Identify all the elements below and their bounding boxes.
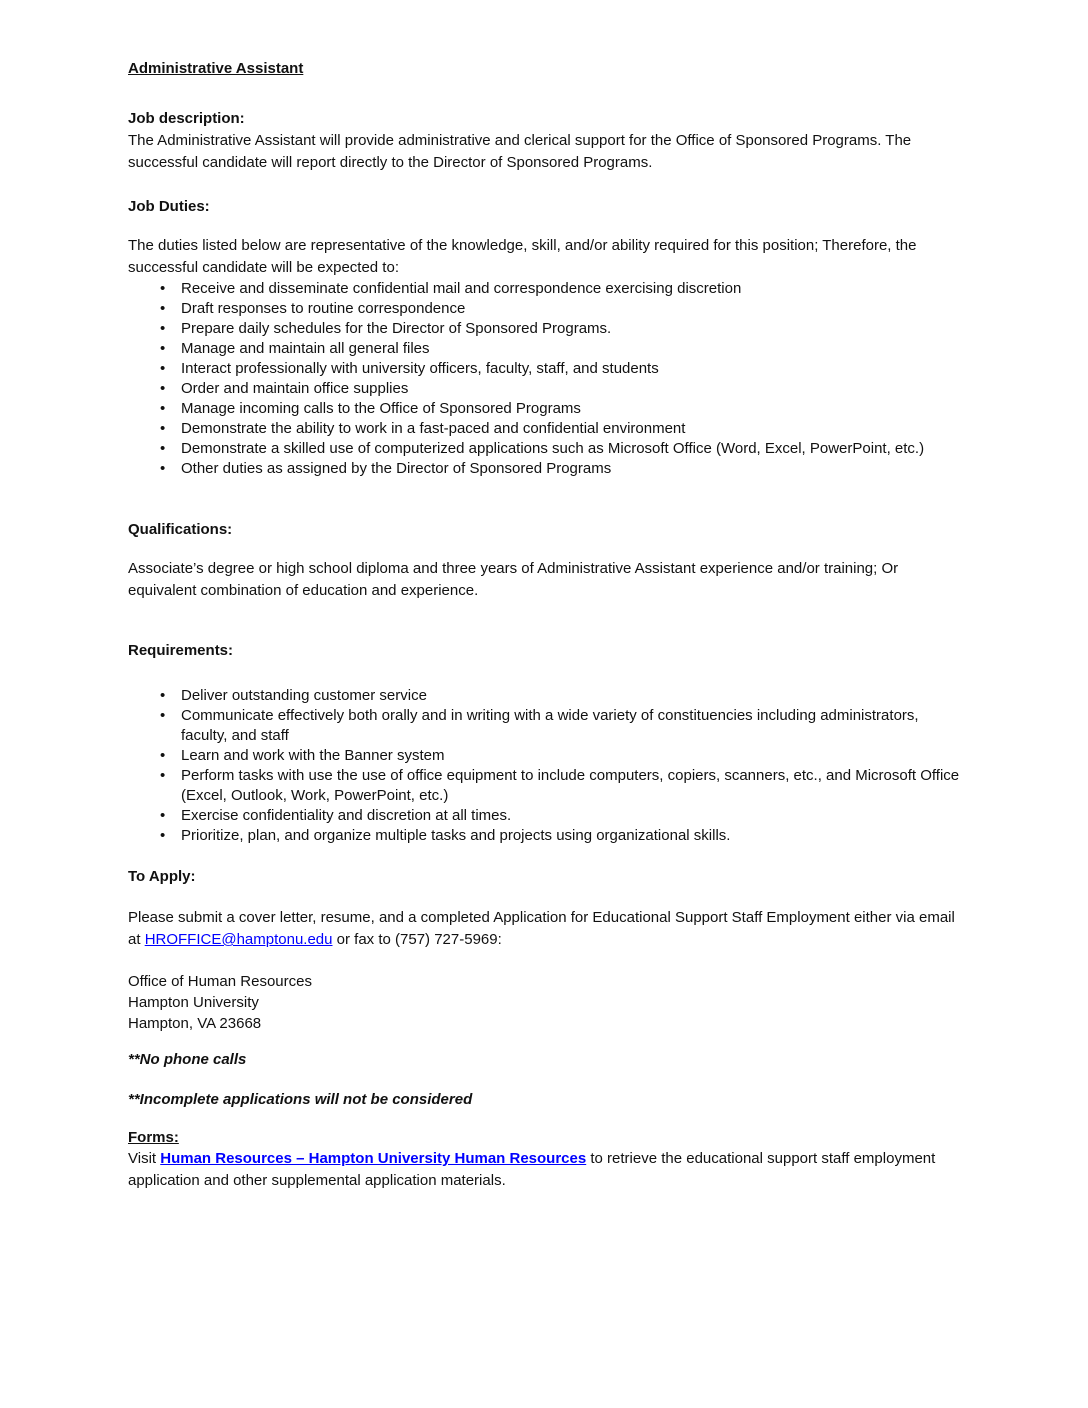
job-duty-item: • Manage incoming calls to the Office of Sponsored Programs bbox=[128, 399, 962, 419]
job-duties-intro: The duties listed below are representative of the knowledge, skill, and/or ability required for this position; Therefore, the successful candidate will be expected to: bbox=[128, 237, 917, 276]
document-title: Administrative Assistant bbox=[128, 60, 304, 77]
qualifications-heading: Qualifications: bbox=[128, 521, 233, 538]
address-line-office: Office of Human Resources bbox=[128, 973, 312, 990]
job-duty-item: • Demonstrate the ability to work in a fast-paced and confidential environment bbox=[128, 419, 962, 439]
note-incomplete-applications: **Incomplete applications will not be considered bbox=[128, 1091, 473, 1108]
requirements-list bbox=[128, 686, 962, 846]
job-duty-item: • Receive and disseminate confidential mail and correspondence exercising discretion bbox=[128, 279, 962, 299]
human-resources-link[interactable]: Human Resources – Hampton University Human Resources bbox=[160, 1150, 587, 1167]
job-duties-list bbox=[128, 279, 962, 479]
address-line-city-state-zip: Hampton, VA 23668 bbox=[128, 1015, 262, 1032]
address-line-university: Hampton University bbox=[128, 994, 259, 1011]
job-duty-item: • Other duties as assigned by the Director of Sponsored Programs bbox=[128, 459, 962, 479]
forms-paragraph bbox=[128, 1148, 962, 1192]
job-duty-item: • Interact professionally with university officers, faculty, staff, and students bbox=[128, 359, 962, 379]
job-duty-item: • Demonstrate a skilled use of computerized applications such as Microsoft Office (Word, Excel, PowerPoint, etc.) bbox=[128, 439, 962, 459]
job-duties-heading: Job Duties: bbox=[128, 198, 210, 215]
requirement-item: • Communicate effectively both orally and in writing with a wide variety of constituencies including administrators, faculty, and staff bbox=[128, 706, 962, 746]
requirement-item: • Perform tasks with use the use of office equipment to include computers, copiers, scanners, etc., and Microsoft Office (Excel, Outlook, Work, PowerPoint, etc.) bbox=[128, 766, 962, 806]
forms-text-before-link: Visit bbox=[128, 1150, 161, 1167]
qualifications-body: Associate’s degree or high school diploma and three years of Administrative Assistant experience and/or training; Or equivalent combination of education and experience. bbox=[128, 560, 899, 599]
note-no-phone-calls: **No phone calls bbox=[128, 1051, 247, 1068]
to-apply-text-after-link: or fax to (757) 727-5969: bbox=[332, 931, 502, 948]
requirement-item: • Prioritize, plan, and organize multiple tasks and projects using organizational skills. bbox=[128, 826, 962, 846]
hr-address-block bbox=[128, 971, 962, 1034]
requirements-heading: Requirements: bbox=[128, 642, 234, 659]
forms-heading: Forms: bbox=[128, 1129, 179, 1146]
job-description-body: The Administrative Assistant will provide administrative and clerical support for the Office of Sponsored Programs. The successful candidate will report directly to the Director of Sponsored Programs. bbox=[128, 132, 912, 171]
hr-email-link[interactable]: HROFFICE@hamptonu.edu bbox=[144, 931, 333, 948]
requirement-item: • Learn and work with the Banner system bbox=[128, 746, 962, 766]
job-duty-item: • Manage and maintain all general files bbox=[128, 339, 962, 359]
requirement-item: • Exercise confidentiality and discretion at all times. bbox=[128, 806, 962, 826]
to-apply-heading: To Apply: bbox=[128, 868, 196, 885]
job-description-heading: Job description: bbox=[128, 110, 245, 127]
job-duty-item: • Prepare daily schedules for the Director of Sponsored Programs. bbox=[128, 319, 962, 339]
forms-text-after-link: to retrieve the educational support staff employment application and other supplemental application materials. bbox=[128, 1150, 936, 1189]
to-apply-text-before-link: Please submit a cover letter, resume, and a completed Application for Educational Support Staff Employment either via email at bbox=[128, 909, 955, 948]
requirement-item: • Deliver outstanding customer service bbox=[128, 686, 962, 706]
job-duty-item: • Order and maintain office supplies bbox=[128, 379, 962, 399]
to-apply-paragraph bbox=[128, 907, 962, 951]
job-duty-item: • Draft responses to routine correspondence bbox=[128, 299, 962, 319]
